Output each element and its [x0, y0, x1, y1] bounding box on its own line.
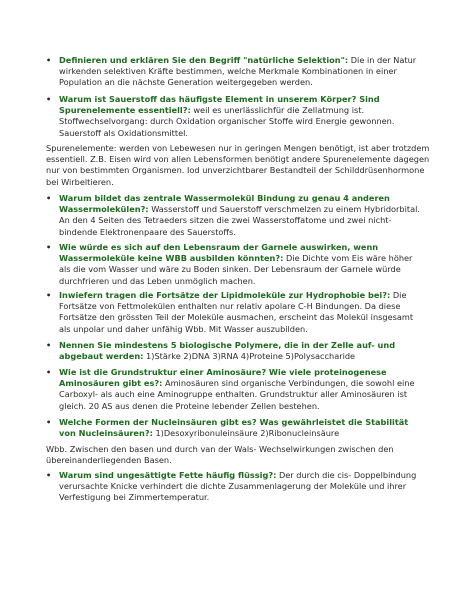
question: Warum sind ungesättigte Fette häufig flüssig?:: [59, 470, 277, 480]
bullet: •: [46, 367, 52, 377]
paragraph: Wbb. Zwischen den basen und durch van der Wals- Wechselwirkungen zwischen den übereinanderliegenden Basen.: [46, 444, 394, 466]
question: Warum ist Sauerstoff das häufigste Element in unserem Körper? Sind Spurenelemente essentiell?:: [59, 94, 380, 116]
answer: Die Fortsätze von Fettmolekülen enthalten nur relativ apolare C-H Bindungen. Da diese Fortsätze den grössten Teil der Moleküle ausmachen, erscheint das Molekül insgesamt als unpolar und daher unfähig Wbb. Mit Wasser auszubilden.: [59, 290, 414, 334]
paragraph: Spurenelemente: werden von Lebewesen nur in geringen Mengen benötigt, ist aber trotzdem essentiell. Z.B. Eisen wird von allen Lebensformen benötigt andere Spurenelemente dagegen nur von bestimmten Organismen. Iod unverzichtbarer Bestandteil der Schilddrüsenhormone bei Wirbeltieren.: [46, 143, 430, 187]
question: Inwiefern tragen die Fortsätze der Lipidmoleküle zur Hydrophobie bei?:: [59, 290, 391, 300]
bullet: •: [46, 470, 52, 480]
bullet: •: [46, 340, 52, 350]
list-item: [46, 193, 426, 238]
answer: Wasserstoff und Sauerstoff verschmelzen zu einem Hybridorbital. An den 4 Seiten des Tetraeders sitzen die zwei Wasserstoffatome und zwei nicht-bindende Elektronenpaare des Sauerstoffs.: [59, 204, 420, 237]
question: Warum bildet das zentrale Wassermolekül Bindung zu genau 4 anderen Wassermolekülen?:: [59, 193, 390, 215]
answer: Der durch die cis- Doppelbindung verursachte Knicke verhindert die dichte Zusammenlagerung der Moleküle und ihrer Verfestigung bei Zimmertemperatur.: [59, 470, 417, 503]
list-item: [46, 55, 426, 89]
question: Welche Formen der Nucleinsäuren gibt es? Was gewährleistet die Stabilität von Nucleinsäuren?:: [59, 417, 409, 439]
question: Nennen Sie mindestens 5 biologische Polymere, die in der Zelle auf- und abgebaut werden:: [59, 340, 396, 362]
answer: Die Dichte vom Eis wäre höher als die vom Wasser und wäre zu Boden sinken. Der Lebensraum der Garnele würde durchfrieren und das Leben unmöglich machen.: [59, 253, 413, 286]
bullet: •: [46, 94, 52, 104]
list-item: [46, 340, 426, 362]
bullet: •: [46, 417, 52, 427]
list-item: [46, 367, 426, 412]
list-item: [46, 417, 426, 439]
answer: Aminosäuren sind organische Verbindungen, die sowohl eine Carboxyl- als auch eine Aminogruppe enthalten. Grundstruktur aller Aminosäuren ist gleich. 20 AS aus denen die Proteine lebender Zellen bestehen.: [59, 378, 415, 411]
list-item: [46, 94, 426, 139]
answer: weil es unerlässlichfür die Zellatmung ist. Stoffwechselvorgang: durch Oxidation organischer Stoffe wird Energie gewonnen. Sauerstoff als Oxidationsmittel.: [59, 105, 395, 138]
question: Wie würde es sich auf den Lebensraum der Garnele auswirken, wenn Wassermoleküle keine WBB ausbilden könnten?:: [59, 242, 379, 264]
bullet: •: [46, 193, 52, 203]
list-item: [46, 470, 426, 504]
bullet: •: [46, 290, 52, 300]
answer: Die in der Natur wirkenden selektiven Kräfte bestimmen, welche Merkmale Kombinationen in einer Population an die nächste Generation weitergegeben werden.: [59, 55, 417, 88]
answer: 1)Stärke 2)DNA 3)RNA 4)Proteine 5)Polysaccharide: [143, 351, 356, 362]
bullet: •: [46, 242, 52, 252]
list-item: [46, 242, 426, 287]
list-item: [46, 290, 426, 335]
answer: 1)Desoxyribonuleinsäure 2)Ribonucleinsäure: [152, 428, 340, 439]
question: Wie ist die Grundstruktur einer Aminosäure? Wie viele proteinogenese Aminosäuren gibt es?:: [59, 367, 387, 389]
question: Definieren und erklären Sie den Begriff "natürliche Selektion":: [59, 55, 349, 65]
bullet: •: [46, 55, 52, 65]
